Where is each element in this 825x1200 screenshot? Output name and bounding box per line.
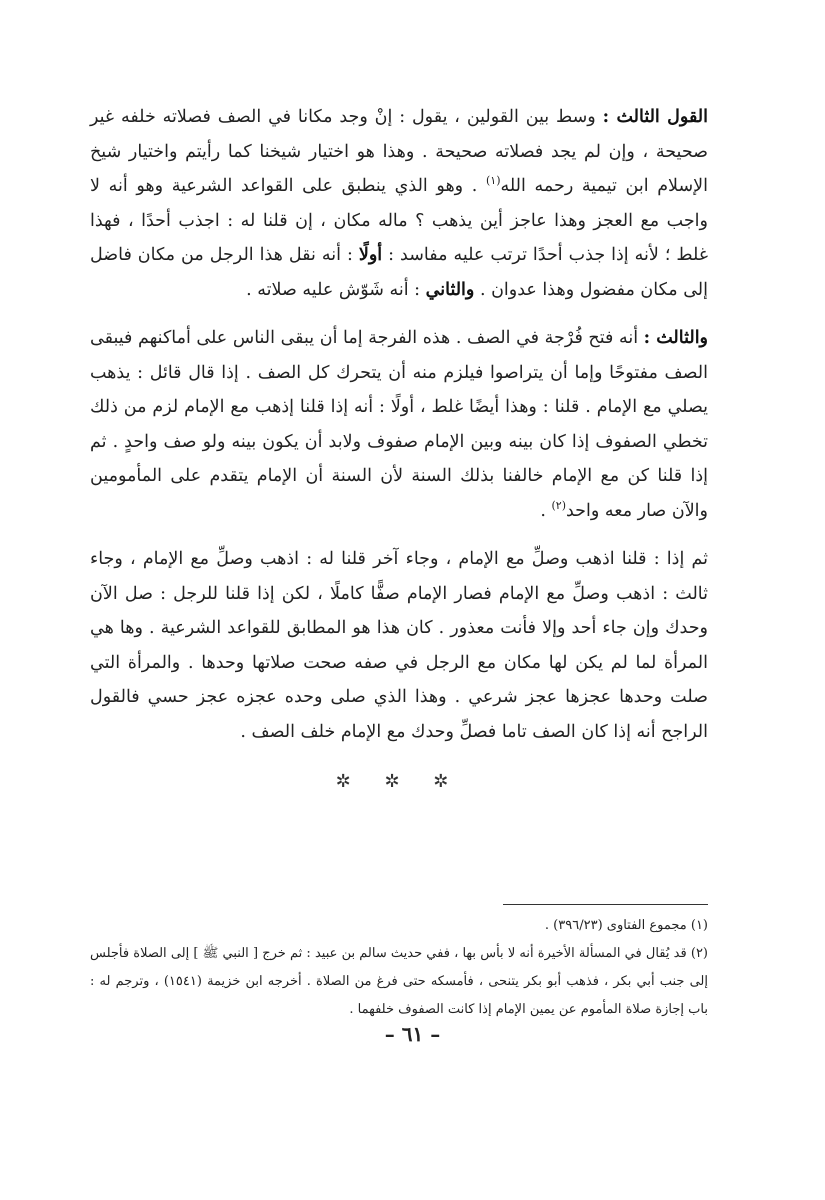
paragraph-lead: القول الثالث : [602,107,708,127]
footnote-ref-1: (١) [485,174,501,188]
paragraph-text: : أنه شَوّش عليه صلاته . [246,279,426,300]
paragraph-conclusion [90,542,708,749]
paragraph-text: أنه فتح فُرْجة في الصف . هذه الفرجة إما أن يبقى الناس على أماكنهم فيبقى الصف مفتوحًا وإما أن يتراصوا فيلزم منه أن يتحرك كل الصف . إذا قال قائل : يذهب يصلي مع الإمام . قلنا : وهذا أيضًا غلط ، أولًا : أنه إذا قلنا إذهب مع الإمام لزم من ذلك تخطي الصفوف إذا كان بينه وبين الإمام صفوف ولابد أن يكون بينه ولو صف واحدٍ . ثم إذا قلنا كن مع الإمام خالفنا بذلك السنة لأن السنة أن الإمام يتقدم على المأمومين والآن صار معه واحد [90,328,708,521]
footnote-divider [503,904,708,905]
page-number: – ٦١ – [384,1022,441,1046]
section-separator: ✲ ✲ ✲ [335,771,463,792]
paragraph-text: ثم إذا : قلنا اذهب وصلِّ مع الإمام ، وجاء آخر قلنا له : اذهب وصلِّ مع الإمام ، وجاء ثالث : اذهب وصلِّ مع الإمام فصار الإمام صفًّا كاملًا ، لكن إذا قلنا للرجل : صل الآن وحدك وإن جاء أحد وإلا فأنت معذور . كان هذا هو المطابق للقواعد الشرعية . وها هي المرأة لما لم يكن لها مكان مع الرجل في صفه صحت صلاتها وحدها . والمرأة التي صلت وحدها عجزها عجز شرعي . وهذا الذي صلى وحده عجزه عجز حسي فالقول الراجح أنه إذا كان الصف تاما فصلِّ وحدك مع الإمام خلف الصف . [90,549,708,742]
paragraph-text: وسط بين القولين ، يقول : إنْ وجد مكانا في الصف فصلاته خلفه غير صحيحة ، وإن لم يجد فصلاته صحيحة . وهذا هو اختيار شيخنا كما رأيتم واختيار شيخ الإسلام ابن تيمية رحمه الله [90,107,708,196]
emphasis-second: والثاني [425,279,475,300]
paragraph-text: : أنه نقل هذا الرجل من مكان فاضل إلى مكان مفضول وهذا عدوان . [90,245,708,300]
page-body [90,100,709,1017]
footnote-2: (٢) قد يُقال في المسألة الأخيرة أنه لا بأس بها ، ففي حديث سالم بن عبيد : ثم خرج [ النبي ﷺ ] إلى الصلاة فأجلس إلى جنب أبي بكر ، فذهب أبو بكر يتنحى ، فأمسكه حتى فرغ من الصلاة . أخرجه ابن خزيمة (١٥٤١) ، وترجم له : باب إجازة صلاة المأموم عن يمين الإمام إذا كانت الصفوف خلفهما . [90,946,708,1017]
footnote-ref-2: (٢) [551,498,566,512]
paragraph-third-point [90,321,708,528]
footnote-1: (١) مجموع الفتاوى (٣٩٦/٢٣) . [544,918,708,933]
paragraph-text: . [540,500,552,521]
emphasis-first: أولًا [358,245,383,265]
paragraph-third-opinion [90,100,708,307]
footnotes [90,912,708,1024]
paragraph-text: . وهو الذي ينطبق على القواعد الشرعية وهو أنه لا واجب مع العجز وهذا عاجز أين يذهب ؟ ماله مكان ، إن قلنا له : اجذب أحدًا ، فهذا غلط ؛ لأنه إذا جذب أحدًا ترتب عليه مفاسد : [90,176,708,265]
paragraph-lead: والثالث : [643,328,709,348]
